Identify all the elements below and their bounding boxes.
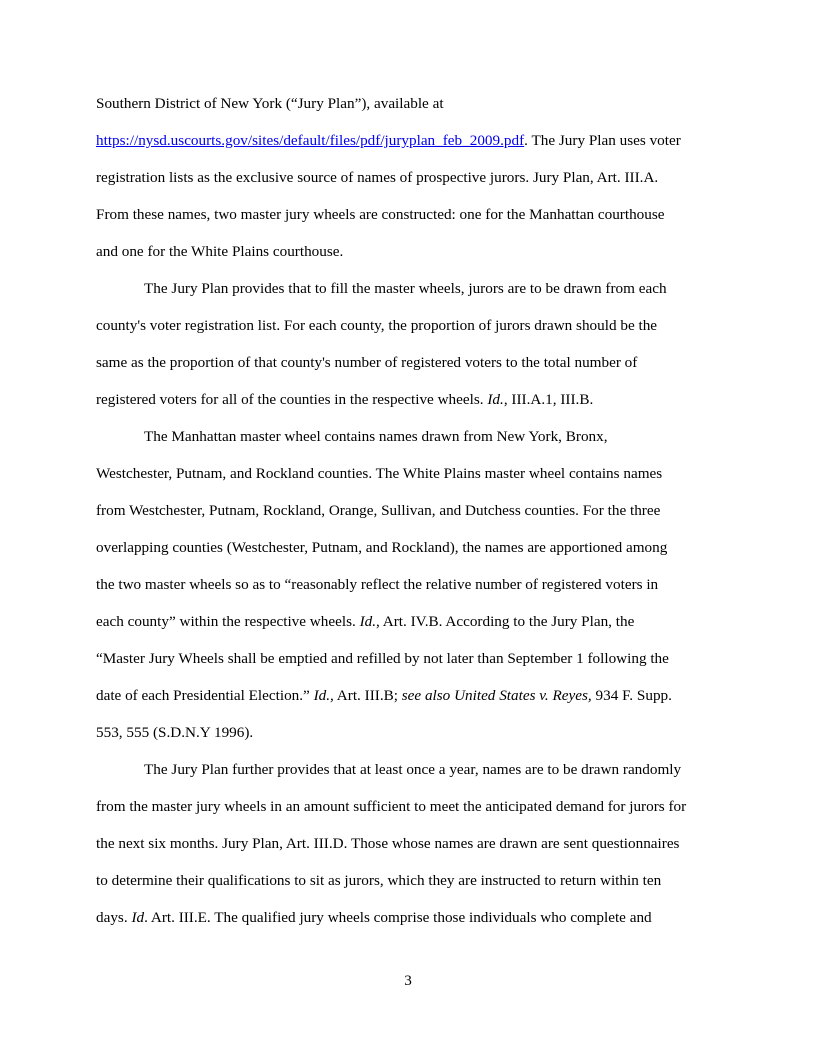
text-run: Westchester, Putnam, and Rockland counties. The White Plains master wheel contains names xyxy=(96,465,663,482)
text-line xyxy=(96,278,722,315)
text-line xyxy=(96,722,722,759)
text-line xyxy=(96,389,722,426)
text-run: Southern District of New York (“Jury Plan”), available at xyxy=(96,95,444,112)
text-run: same as the proportion of that county's number of registered voters to the total number of xyxy=(96,354,638,371)
text-line xyxy=(96,500,722,537)
text-run: the next six months. Jury Plan, Art. III.D. Those whose names are drawn are sent questionnaires xyxy=(96,835,680,852)
text-line xyxy=(96,204,722,241)
text-line xyxy=(96,796,722,833)
text-run: The Jury Plan further provides that at least once a year, names are to be drawn randomly xyxy=(144,761,682,778)
body-text xyxy=(96,93,722,944)
text-line xyxy=(96,537,722,574)
text-line xyxy=(96,426,722,463)
jury-plan-link[interactable]: https://nysd.uscourts.gov/sites/default/files/pdf/juryplan_feb_2009.pdf xyxy=(96,132,525,149)
text-line xyxy=(96,130,722,167)
text-run: , Art. IV.B. According to the Jury Plan, the xyxy=(376,613,635,630)
text-line xyxy=(96,352,722,389)
text-run: The Manhattan master wheel contains names drawn from New York, Bronx, xyxy=(144,428,608,445)
text-run: days. xyxy=(96,909,132,926)
text-run: . Art. III.E. The qualified jury wheels comprise those individuals who complete and xyxy=(144,909,652,926)
text-run: From these names, two master jury wheels are constructed: one for the Manhattan courthouse xyxy=(96,206,665,223)
text-run: overlapping counties (Westchester, Putnam, and Rockland), the names are apportioned among xyxy=(96,539,668,556)
text-line xyxy=(96,315,722,352)
citation-italic: Id., xyxy=(313,687,334,704)
citation-italic: see also United States v. Reyes, xyxy=(401,687,592,704)
text-run: registration lists as the exclusive source of names of prospective jurors. Jury Plan, Art. III.A. xyxy=(96,169,659,186)
text-run: . The Jury Plan uses voter xyxy=(524,132,681,149)
text-run: 934 F. Supp. xyxy=(591,687,672,704)
text-run: county's voter registration list. For each county, the proportion of jurors drawn should be the xyxy=(96,317,658,334)
text-run: , III.A.1, III.B. xyxy=(503,391,594,408)
text-line xyxy=(96,759,722,796)
text-line xyxy=(96,574,722,611)
text-run: from Westchester, Putnam, Rockland, Orange, Sullivan, and Dutchess counties. For the three xyxy=(96,502,661,519)
text-run: 553, 555 (S.D.N.Y 1996). xyxy=(96,724,254,741)
text-line xyxy=(96,907,722,944)
citation-italic: Id xyxy=(131,909,145,926)
text-run: from the master jury wheels in an amount sufficient to meet the anticipated demand for jurors for xyxy=(96,798,687,815)
text-run: date of each Presidential Election.” xyxy=(96,687,314,704)
text-line xyxy=(96,685,722,722)
page-number: 3 xyxy=(404,972,412,989)
text-line xyxy=(96,167,722,204)
text-run: the two master wheels so as to “reasonably reflect the relative number of registered voters in xyxy=(96,576,659,593)
citation-italic: Id. xyxy=(359,613,377,630)
citation-italic: Id. xyxy=(487,391,504,408)
text-run: “Master Jury Wheels shall be emptied and refilled by not later than September 1 following the xyxy=(96,650,669,667)
text-run: each county” within the respective wheels. xyxy=(96,613,360,630)
text-line xyxy=(96,833,722,870)
text-line xyxy=(96,870,722,907)
text-run: registered voters for all of the counties in the respective wheels. xyxy=(96,391,488,408)
text-run: and one for the White Plains courthouse. xyxy=(96,243,344,260)
text-line xyxy=(96,241,722,278)
text-line xyxy=(96,463,722,500)
text-run: Art. III.B; xyxy=(333,687,402,704)
text-run: The Jury Plan provides that to fill the master wheels, jurors are to be drawn from each xyxy=(144,280,667,297)
text-line xyxy=(96,93,722,130)
text-run: to determine their qualifications to sit as jurors, which they are instructed to return within ten xyxy=(96,872,662,889)
text-line xyxy=(96,648,722,685)
text-line xyxy=(96,611,722,648)
